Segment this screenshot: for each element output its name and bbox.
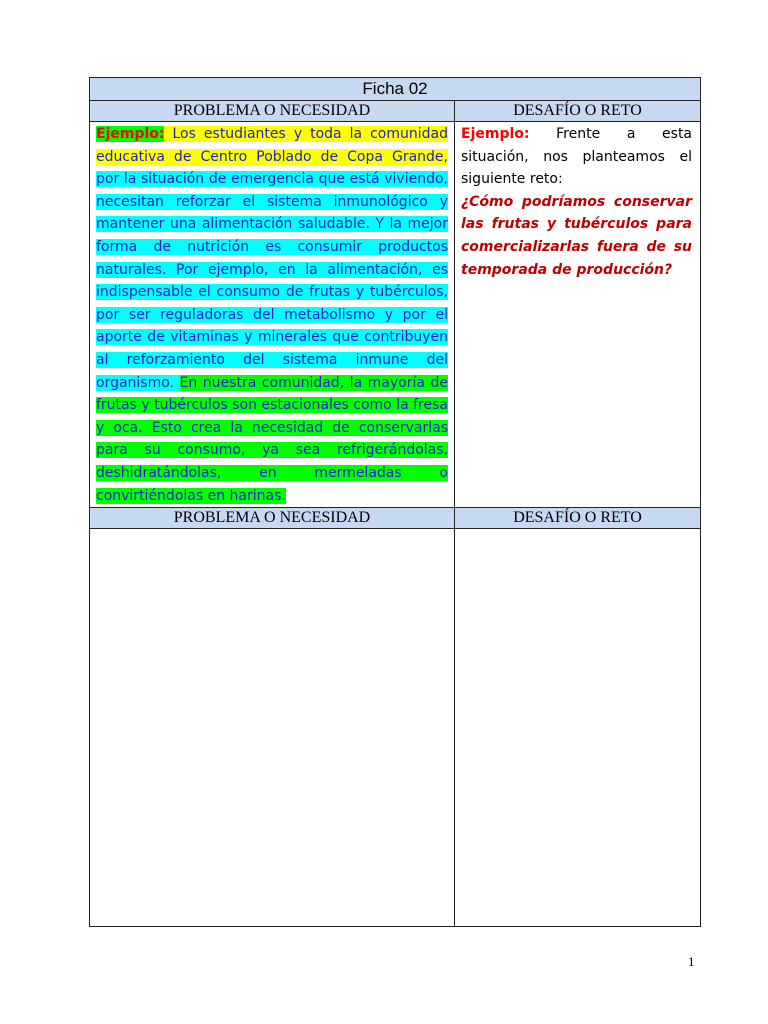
problema-empty-cell[interactable] <box>90 529 455 927</box>
header-problema-2: PROBLEMA O NECESIDAD <box>90 508 455 529</box>
ejemplo-label-desafio: Ejemplo: <box>461 126 530 142</box>
desafio-question: ¿Cómo podríamos conservar las frutas y tubérculos para comercializarlas fuera de su temporada de producción? <box>461 193 693 278</box>
desafio-example-cell <box>455 122 701 508</box>
ficha-table <box>89 77 701 927</box>
problema-text-cyan: por la situación de emergencia que está viviendo, necesitan reforzar el sistema inmunológico y mantener una alimentación saludable. Y la mejor forma de nutrición es consumir productos naturales. Por ejemplo, en la alimentación, es indispensable el consumo de frutas y tubérculos, por ser reguladoras del metabolismo y por el aporte de vitaminas y minerales que contribuyen al reforzamiento del sistema inmune del organismo. <box>96 171 448 391</box>
header-problema: PROBLEMA O NECESIDAD <box>90 101 455 122</box>
problema-text-yellow: Los estudiantes y toda la comunidad educativa de Centro Poblado de Copa Grande, <box>96 126 448 165</box>
header-desafio: DESAFÍO O RETO <box>455 101 701 122</box>
ejemplo-label: Ejemplo: <box>96 126 165 142</box>
page-number: 1 <box>688 954 695 969</box>
header-desafio-2: DESAFÍO O RETO <box>455 508 701 529</box>
desafio-intro: Frente a esta situación, nos planteamos el siguiente reto: <box>461 126 693 188</box>
ficha-title: Ficha 02 <box>90 78 701 101</box>
problema-text-green: En nuestra comunidad, la mayoría de frutas y tubérculos son estacionales como la fresa y oca. Esto crea la necesidad de conservarlas para su consumo, ya sea refrigerándolas, deshidratándolas, en mermeladas o convirtiéndolas en harinas. <box>96 374 448 504</box>
desafio-empty-cell[interactable] <box>455 529 701 927</box>
problema-example-cell <box>90 122 455 508</box>
